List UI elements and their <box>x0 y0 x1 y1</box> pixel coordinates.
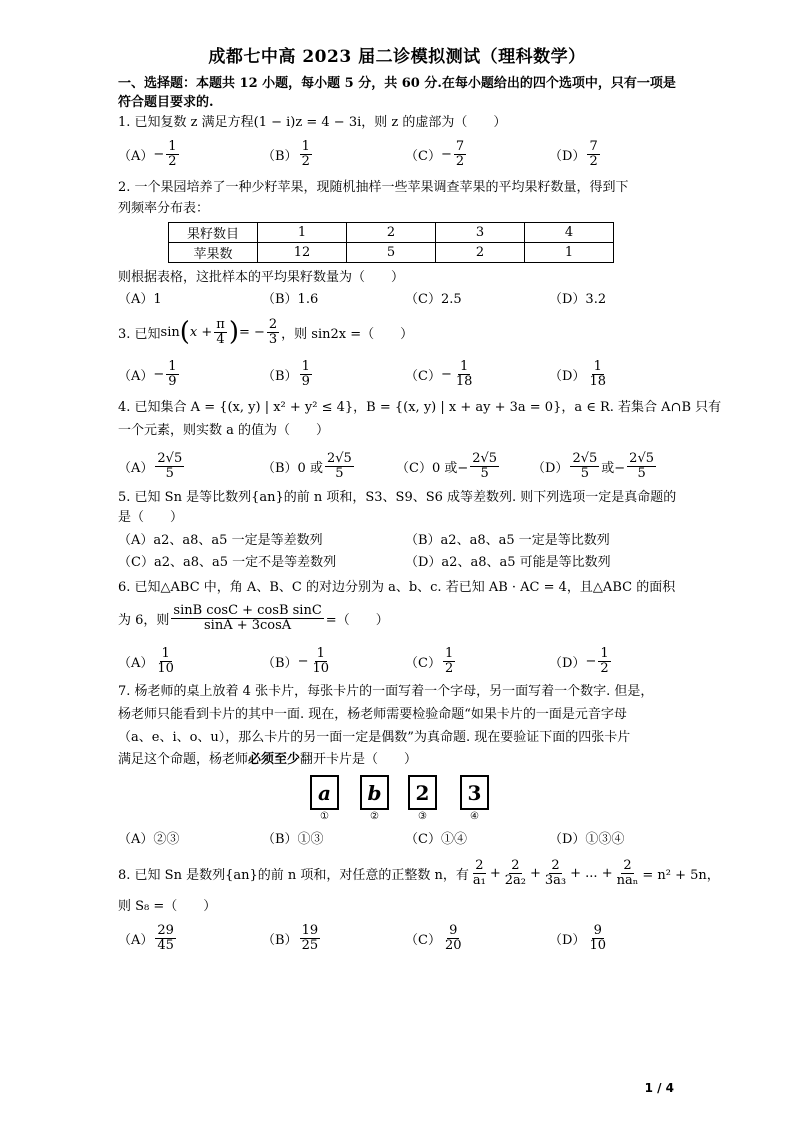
fraction: $\frac{2}{\text{naₙ}}$ <box>616 857 639 888</box>
q7-line2: 杨老师只能看到卡片的其中一面. 现在，杨老师需要检验命题“如果卡片的一面是元音字母 <box>118 707 627 722</box>
fraction: $\frac{2}{3}$ <box>268 316 278 347</box>
table-row: 果籽数目 1 2 3 4 <box>169 223 614 243</box>
q2-stem-line2: 列频率分布表： <box>118 201 210 216</box>
fraction: $\frac{1}{18}$ <box>455 358 473 389</box>
fraction: $\frac{2√5}{5}$ <box>157 450 183 481</box>
q1-option-c: （C） − $\frac{7}{2}$ <box>405 138 465 169</box>
fraction: $\frac{2}{\text{2a₂}}$ <box>504 857 526 888</box>
card-2: 2 <box>408 775 437 810</box>
fraction: $\frac{1}{2}$ <box>301 138 310 169</box>
paren-right: ) <box>228 317 239 347</box>
card-number: ② <box>370 811 379 822</box>
q8-option-b: （B） $\frac{19}{25}$ <box>262 922 319 953</box>
q4-stem-line2: 一个元素，则实数 a 的值为（ ） <box>118 423 330 438</box>
q5-option-c: （C）a2、a8、a5 一定不是等差数列 <box>118 555 337 570</box>
fraction: $\frac{1}{2}$ <box>444 645 454 676</box>
fraction: $\frac{2}{\text{a₁}}$ <box>472 857 486 888</box>
q3-stem: 3. 已知 sin ( x + $\frac{\pi}{4}$ ) = − $\frac{2}{3}$ ，则 sin2x =（ ） <box>118 316 414 347</box>
q4-stem-line1: 4. 已知集合 A = {(x, y) | x² + y² ≤ 4}，B = {(x, y) | x + ay + 3a = 0}，a ∈ R. 若集合 A∩B 只有 <box>118 400 722 415</box>
fraction: $\frac{1}{18}$ <box>589 358 606 389</box>
fraction: $\frac{1}{9}$ <box>168 358 177 389</box>
fraction: $\frac{2√5}{5}$ <box>572 450 598 481</box>
q6-option-a: （A） $\frac{1}{10}$ <box>118 645 174 676</box>
paren-left: ( <box>179 317 190 347</box>
q2-option-d: （D）3.2 <box>549 292 607 307</box>
q4-option-c: （C）0 或− $\frac{2√5}{5}$ <box>396 450 498 481</box>
fraction: $\frac{2√5}{5}$ <box>629 450 654 481</box>
q8-stem: 8. 已知 Sn 是数列{an}的前 n 项和，对任意的正整数 n，有 $\frac{2}{\text{a₁}}$ + $\frac{2}{\text{2a₂}}$ + $\frac{2}{\text{3a₃}}$ + ... + $\frac{2}{\text{naₙ}}$ = n² + 5n， <box>118 857 720 888</box>
q3-option-b: （B） $\frac{1}{9}$ <box>262 358 310 389</box>
fraction: $\frac{2√5}{5}$ <box>326 450 352 481</box>
card-number: ④ <box>470 811 479 822</box>
card-number: ③ <box>418 811 427 822</box>
q5-option-b: （B）a2、a8、a5 一定是等比数列 <box>405 533 610 548</box>
q8-option-a: （A） $\frac{29}{45}$ <box>118 922 174 953</box>
fraction: $\frac{1}{9}$ <box>301 358 310 389</box>
fraction: $\frac{\pi}{4}$ <box>216 316 225 347</box>
page-title: 成都七中高 2023 届二诊模拟测试（理科数学） <box>208 47 586 67</box>
q5-option-d: （D）a2、a8、a5 可能是等比数列 <box>405 555 611 570</box>
q7-line3: （a、e、i、o、u），那么卡片的另一面一定是偶数”为真命题. 现在要验证下面的四张卡片 <box>118 730 631 745</box>
card-3: 3 <box>460 775 489 810</box>
page-number: 1 / 4 <box>644 1081 674 1095</box>
q5-option-a: （A）a2、a8、a5 一定是等差数列 <box>118 533 323 548</box>
card-b: b <box>360 775 389 810</box>
fraction: $\frac{2√5}{5}$ <box>472 450 498 481</box>
q7-option-b: （B）①③ <box>262 832 324 847</box>
fraction: $\frac{7}{2}$ <box>589 138 598 169</box>
q1-option-d: （D） $\frac{7}{2}$ <box>549 138 598 169</box>
q2-option-c: （C）2.5 <box>405 292 462 307</box>
q7-option-a: （A）②③ <box>118 832 180 847</box>
fraction: $\frac{9}{10}$ <box>589 922 606 953</box>
fraction: $\frac{1}{10}$ <box>157 645 174 676</box>
q7-option-d: （D）①③④ <box>549 832 625 847</box>
q5-stem-line2: 是（ ） <box>118 510 184 525</box>
q2-after-table: 则根据表格，这批样本的平均果籽数量为（ ） <box>118 270 405 285</box>
fraction: $\frac{29}{45}$ <box>157 922 174 953</box>
q8-stem-line2: 则 S₈ =（ ） <box>118 899 217 914</box>
q2-stem-line1: 2. 一个果园培养了一种少籽苹果，现随机抽样一些苹果调查苹果的平均果籽数量，得到下 <box>118 180 629 195</box>
q7-line1: 7. 杨老师的桌上放着 4 张卡片，每张卡片的一面写着一个字母，另一面写着一个数字. 但是， <box>118 684 654 699</box>
q1-option-b: （B） $\frac{1}{2}$ <box>262 138 310 169</box>
q3-option-a: （A） − $\frac{1}{9}$ <box>118 358 177 389</box>
q6-stem-line2: 为 6，则 $\frac{\text{sinB cosC + cosB sinC}}{\sin A + 3\cos A}$ =（ ） <box>118 602 389 633</box>
fraction: $\frac{2}{\text{3a₃}}$ <box>544 857 567 888</box>
q2-option-b: （B）1.6 <box>262 292 319 307</box>
q1-stem: 1. 已知复数 z 满足方程(1 − i)z = 4 − 3i，则 z 的虚部为（ ） <box>118 115 507 130</box>
fraction: $\frac{1}{2}$ <box>600 645 609 676</box>
q7-option-c: （C）①④ <box>405 832 467 847</box>
q5-stem-line1: 5. 已知 Sn 是等比数列{an}的前 n 项和，S3、S9、S6 成等差数列. 则下列选项一定是真命题的 <box>118 490 677 505</box>
q4-option-b: （B）0 或 $\frac{2√5}{5}$ <box>262 450 352 481</box>
card-a: a <box>310 775 339 810</box>
fraction: $\frac{9}{20}$ <box>444 922 462 953</box>
q7-line4: 满足这个命题，杨老师必须至少翻开卡片是（ ） <box>118 752 418 767</box>
q8-option-d: （D） $\frac{9}{10}$ <box>549 922 606 953</box>
q2-option-a: （A）1 <box>118 292 162 307</box>
q6-option-d: （D） − $\frac{1}{2}$ <box>549 645 609 676</box>
fraction: $\frac{1}{2}$ <box>168 138 177 169</box>
q4-option-d: （D） $\frac{2√5}{5}$ 或− $\frac{2√5}{5}$ <box>532 450 654 481</box>
q6-option-c: （C） $\frac{1}{2}$ <box>405 645 454 676</box>
frequency-table <box>168 222 614 263</box>
card-number: ① <box>320 811 329 822</box>
q1-option-a: （A） − $\frac{1}{2}$ <box>118 138 177 169</box>
q3-option-c: （C） − $\frac{1}{18}$ <box>405 358 473 389</box>
fraction: $\frac{7}{2}$ <box>455 138 465 169</box>
q6-stem-line1: 6. 已知△ABC 中，角 A、B、C 的对边分别为 a、b、c. 若已知 AB · AC = 4，且△ABC 的面积 <box>118 580 676 595</box>
q3-option-d: （D） $\frac{1}{18}$ <box>549 358 606 389</box>
section-heading-line2: 符合题目要求的. <box>118 95 214 110</box>
q4-option-a: （A） $\frac{2√5}{5}$ <box>118 450 183 481</box>
table-row: 苹果数 12 5 2 1 <box>169 243 614 263</box>
q8-option-c: （C） $\frac{9}{20}$ <box>405 922 462 953</box>
fraction: $\frac{1}{10}$ <box>312 645 330 676</box>
fraction: $\frac{19}{25}$ <box>301 922 319 953</box>
q6-option-b: （B） − $\frac{1}{10}$ <box>262 645 330 676</box>
fraction: $\frac{\text{sinB cosC + cosB sinC}}{\sin A + 3\cos A}$ <box>173 602 322 633</box>
section-heading-line1: 一、选择题：本题共 12 小题，每小题 5 分，共 60 分.在每小题给出的四个选项中，只有一项是 <box>118 76 676 91</box>
